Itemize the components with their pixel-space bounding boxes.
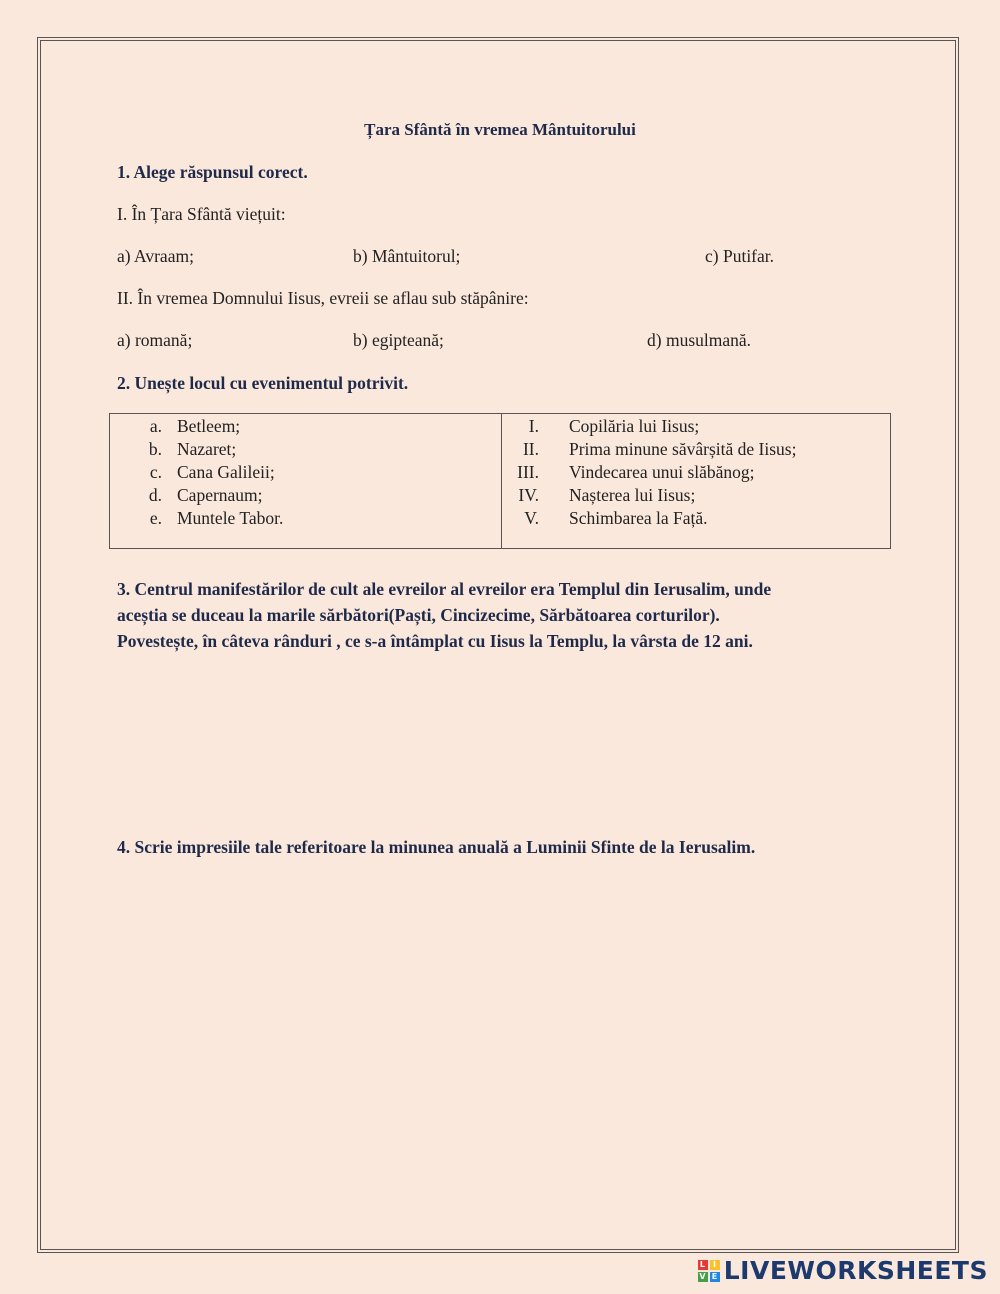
question-2: II. În vremea Domnului Iisus, evreii se aflau sub stăpânire: bbox=[117, 288, 529, 308]
brand-name: LIVEWORKSHEETS bbox=[723, 1256, 988, 1285]
section-1-heading: 1. Alege răspunsul corect. bbox=[117, 162, 308, 182]
matching-table bbox=[109, 413, 891, 549]
section-2-heading: 2. Unește locul cu evenimentul potrivit. bbox=[117, 373, 409, 393]
q1-option-b[interactable]: b) Mântuitorul; bbox=[353, 246, 461, 266]
brand-mark-icon: L I V E bbox=[698, 1260, 720, 1282]
section-3-line: aceștia se duceau la marile sărbători(Paști, Cincizecime, Sărbătoarea corturilor). bbox=[117, 605, 720, 625]
events-column: I. Copilăria lui Iisus; II. Prima minune săvârșită de Iisus; III. Vindecarea unui slăbănog; IV. Nașterea lui Iisus; V. Schimbarea la Față. bbox=[501, 414, 890, 548]
section-3-line: 3. Centrul manifestărilor de cult ale evreilor al evreilor era Templul din Ierusalim, unde bbox=[117, 579, 772, 599]
question-1: I. În Țara Sfântă viețuit: bbox=[117, 204, 286, 224]
section-4-heading: 4. Scrie impresiile tale referitoare la minunea anuală a Luminii Sfinte de la Ierusalim. bbox=[117, 837, 756, 857]
liveworksheets-logo[interactable] bbox=[698, 1256, 988, 1285]
q1-option-c[interactable]: c) Putifar. bbox=[705, 246, 775, 266]
worksheet-title: Țara Sfântă în vremea Mântuitorului bbox=[364, 120, 636, 139]
section-3-prompt bbox=[117, 576, 877, 654]
q1-option-a[interactable]: a) Avraam; bbox=[117, 246, 194, 266]
q2-option-a[interactable]: a) romană; bbox=[117, 330, 193, 350]
q2-option-d[interactable]: d) musulmană. bbox=[647, 330, 752, 350]
places-column: a. Betleem; b. Nazaret; c. Cana Galileii; d. Capernaum; e. Muntele Tabor. bbox=[148, 416, 284, 528]
q2-option-b[interactable]: b) egipteană; bbox=[353, 330, 444, 350]
section-3-line: Povestește, în câteva rânduri , ce s-a întâmplat cu Iisus la Templu, la vârsta de 12 ani. bbox=[117, 631, 753, 651]
